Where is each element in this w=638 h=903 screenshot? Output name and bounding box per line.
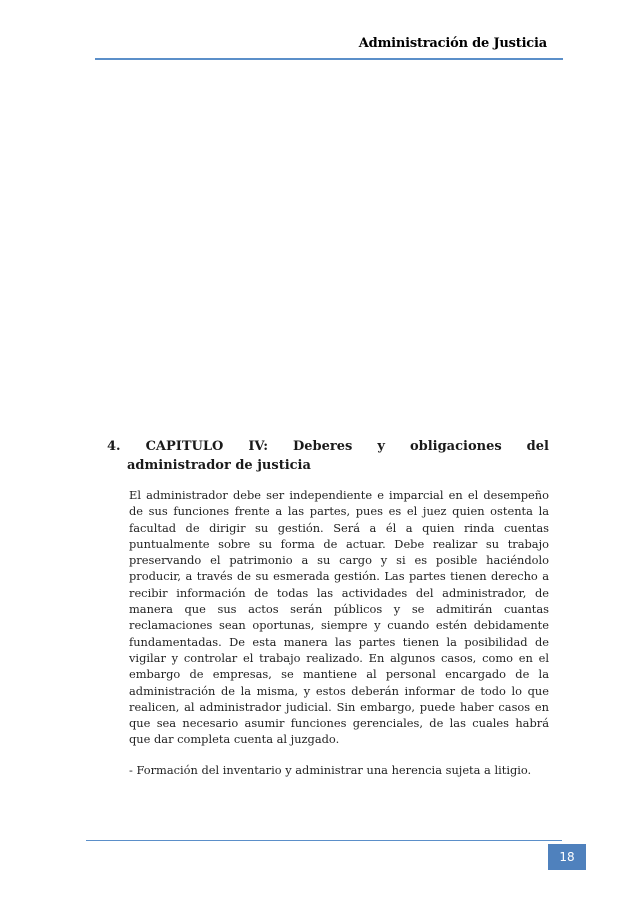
section-heading-line-1 xyxy=(107,437,549,456)
body-paragraph: El administrador debe ser independiente e imparcial en el desempeño de sus funciones frente a las partes, pues es el juez quien ostenta la facultad de dirigir su gestión. Será a él a quien rinda cuentas puntualmente sobre su forma de actuar. Debe realizar su trabajo preservando el patrimonio a su cargo y si es posible haciéndolo producir, a través de su esmerada gestión. Las partes tienen derecho a recibir información de todas las actividades del administrador, de manera que sus actos serán públicos y se admitirán cuantas reclamaciones sean oportunas, siempre y cuando estén debidamente fundamentadas. De esta manera las partes tienen la posibilidad de vigilar y controlar el trabajo realizado. En algunos casos, como en el embargo de empresas, se mantiene al personal encargado de la administración de la misma, y estos deberán informar de todo lo que realicen, al administrador judicial. Sin embargo, puede haber casos en que sea necesario asumir funciones gerenciales, de las cuales habrá que dar completa cuenta al juzgado. xyxy=(129,488,549,747)
footer-divider xyxy=(86,840,562,841)
heading-word: del xyxy=(526,439,549,454)
running-header-title: Administración de Justicia xyxy=(358,36,547,51)
header-divider xyxy=(95,58,563,60)
heading-word: y xyxy=(377,439,385,454)
heading-word: obligaciones xyxy=(409,439,502,454)
heading-word: CAPITULO xyxy=(145,439,224,454)
heading-word: Deberes xyxy=(293,439,353,454)
section-heading-line-2: administrador de justicia xyxy=(127,458,311,473)
section-heading xyxy=(107,437,549,475)
heading-word: IV: xyxy=(248,439,269,454)
bullet-item: - Formación del inventario y administrar una herencia sujeta a litigio. xyxy=(129,763,532,777)
section-number: 4. xyxy=(107,439,121,454)
page-number-badge: 18 xyxy=(548,844,586,870)
